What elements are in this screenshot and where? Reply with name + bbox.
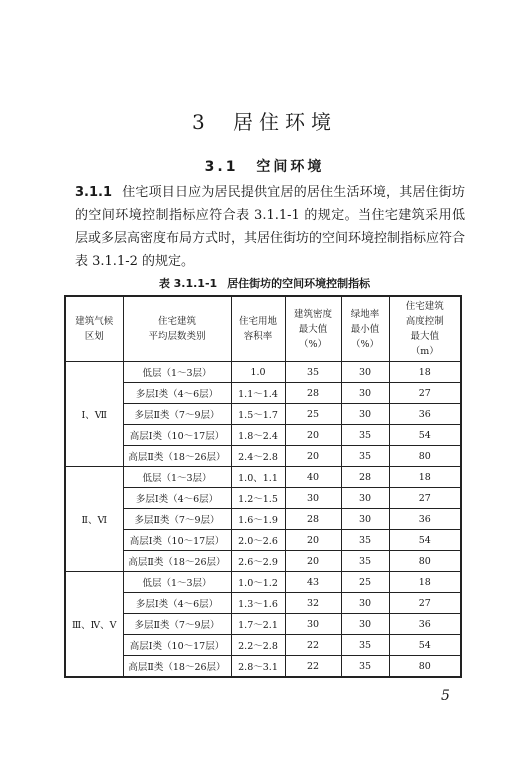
density-cell: 30 bbox=[285, 488, 341, 509]
floor-category-cell: 高层Ⅱ类（18～26层） bbox=[123, 446, 231, 467]
table-row bbox=[65, 635, 461, 656]
plot-ratio-cell: 2.6～2.9 bbox=[231, 551, 285, 572]
table-row bbox=[65, 530, 461, 551]
floor-category-cell: 高层Ⅱ类（18～26层） bbox=[123, 656, 231, 678]
table-row bbox=[65, 593, 461, 614]
green-ratio-cell: 35 bbox=[341, 530, 389, 551]
section-title bbox=[0, 156, 529, 176]
density-cell: 32 bbox=[285, 593, 341, 614]
table-row bbox=[65, 404, 461, 425]
plot-ratio-cell: 2.8～3.1 bbox=[231, 656, 285, 678]
height-cell: 80 bbox=[389, 551, 461, 572]
green-ratio-cell: 30 bbox=[341, 593, 389, 614]
green-ratio-cell: 35 bbox=[341, 656, 389, 678]
plot-ratio-cell: 1.1～1.4 bbox=[231, 383, 285, 404]
page-number: 5 bbox=[441, 688, 450, 704]
floor-category-cell: 高层Ⅰ类（10～17层） bbox=[123, 530, 231, 551]
clause-number: 3.1.1 bbox=[75, 185, 113, 200]
density-cell: 20 bbox=[285, 446, 341, 467]
floor-category-cell: 多层Ⅰ类（4～6层） bbox=[123, 488, 231, 509]
density-cell: 20 bbox=[285, 425, 341, 446]
plot-ratio-cell: 1.5～1.7 bbox=[231, 404, 285, 425]
plot-ratio-cell: 1.2～1.5 bbox=[231, 488, 285, 509]
height-cell: 27 bbox=[389, 383, 461, 404]
green-ratio-cell: 28 bbox=[341, 467, 389, 488]
climate-zone-cell: Ⅰ、Ⅶ bbox=[65, 362, 123, 467]
header-height-limit: 住宅建筑 高度控制 最大值 （m） bbox=[389, 296, 461, 362]
green-ratio-cell: 35 bbox=[341, 551, 389, 572]
density-cell: 20 bbox=[285, 551, 341, 572]
table-title: 居住街坊的空间环境控制指标 bbox=[227, 277, 371, 290]
climate-zone-cell: Ⅲ、Ⅳ、Ⅴ bbox=[65, 572, 123, 678]
clause-paragraph bbox=[75, 181, 465, 273]
chapter-name: 居住环境 bbox=[233, 110, 338, 134]
floor-category-cell: 低层（1～3层） bbox=[123, 572, 231, 593]
chapter-title bbox=[0, 106, 529, 135]
height-cell: 18 bbox=[389, 572, 461, 593]
chapter-number: 3 bbox=[191, 110, 211, 134]
density-cell: 43 bbox=[285, 572, 341, 593]
plot-ratio-cell: 1.7～2.1 bbox=[231, 614, 285, 635]
floor-category-cell: 多层Ⅱ类（7～9层） bbox=[123, 509, 231, 530]
floor-category-cell: 低层（1～3层） bbox=[123, 467, 231, 488]
plot-ratio-cell: 2.0～2.6 bbox=[231, 530, 285, 551]
density-cell: 22 bbox=[285, 635, 341, 656]
table-row bbox=[65, 551, 461, 572]
table-row bbox=[65, 446, 461, 467]
height-cell: 36 bbox=[389, 614, 461, 635]
density-cell: 35 bbox=[285, 362, 341, 383]
header-building-density: 建筑密度 最大值 （%） bbox=[285, 296, 341, 362]
green-ratio-cell: 30 bbox=[341, 362, 389, 383]
density-cell: 22 bbox=[285, 656, 341, 678]
green-ratio-cell: 35 bbox=[341, 446, 389, 467]
green-ratio-cell: 35 bbox=[341, 635, 389, 656]
header-plot-ratio: 住宅用地 容积率 bbox=[231, 296, 285, 362]
height-cell: 80 bbox=[389, 446, 461, 467]
section-number: 3.1 bbox=[204, 159, 239, 175]
floor-category-cell: 低层（1～3层） bbox=[123, 362, 231, 383]
height-cell: 54 bbox=[389, 425, 461, 446]
header-green-ratio: 绿地率 最小值 （%） bbox=[341, 296, 389, 362]
density-cell: 40 bbox=[285, 467, 341, 488]
green-ratio-cell: 30 bbox=[341, 614, 389, 635]
table-row bbox=[65, 572, 461, 593]
table-row bbox=[65, 383, 461, 404]
height-cell: 36 bbox=[389, 404, 461, 425]
density-cell: 28 bbox=[285, 509, 341, 530]
plot-ratio-cell: 1.3～1.6 bbox=[231, 593, 285, 614]
height-cell: 27 bbox=[389, 593, 461, 614]
green-ratio-cell: 30 bbox=[341, 404, 389, 425]
height-cell: 36 bbox=[389, 509, 461, 530]
height-cell: 27 bbox=[389, 488, 461, 509]
header-climate-zone: 建筑气候 区划 bbox=[65, 296, 123, 362]
floor-category-cell: 高层Ⅰ类（10～17层） bbox=[123, 635, 231, 656]
plot-ratio-cell: 1.0 bbox=[231, 362, 285, 383]
floor-category-cell: 多层Ⅱ类（7～9层） bbox=[123, 404, 231, 425]
density-cell: 25 bbox=[285, 404, 341, 425]
floor-category-cell: 多层Ⅰ类（4～6层） bbox=[123, 383, 231, 404]
clause-text: 住宅项目日应为居民提供宜居的居住生活环境，其居住街坊的空间环境控制指标应符合表 3.1.1-1 的规定。当住宅建筑采用低层或多层高密度布局方式时，其居住街坊的空间环境控制指标应符合表 3.1.1-2 的规定。 bbox=[75, 185, 466, 269]
plot-ratio-cell: 1.8～2.4 bbox=[231, 425, 285, 446]
plot-ratio-cell: 2.2～2.8 bbox=[231, 635, 285, 656]
height-cell: 80 bbox=[389, 656, 461, 678]
table-row bbox=[65, 488, 461, 509]
table-number: 表 3.1.1-1 bbox=[158, 277, 218, 290]
floor-category-cell: 高层Ⅱ类（18～26层） bbox=[123, 551, 231, 572]
plot-ratio-cell: 2.4～2.8 bbox=[231, 446, 285, 467]
environment-control-table bbox=[64, 295, 462, 678]
floor-category-cell: 高层Ⅰ类（10～17层） bbox=[123, 425, 231, 446]
height-cell: 54 bbox=[389, 635, 461, 656]
table-row bbox=[65, 362, 461, 383]
height-cell: 18 bbox=[389, 362, 461, 383]
density-cell: 20 bbox=[285, 530, 341, 551]
floor-category-cell: 多层Ⅰ类（4～6层） bbox=[123, 593, 231, 614]
green-ratio-cell: 35 bbox=[341, 425, 389, 446]
height-cell: 18 bbox=[389, 467, 461, 488]
table-header-row bbox=[65, 296, 461, 362]
header-floor-category: 住宅建筑 平均层数类别 bbox=[123, 296, 231, 362]
plot-ratio-cell: 1.0～1.2 bbox=[231, 572, 285, 593]
climate-zone-cell: Ⅱ、Ⅵ bbox=[65, 467, 123, 572]
green-ratio-cell: 30 bbox=[341, 383, 389, 404]
height-cell: 54 bbox=[389, 530, 461, 551]
table-caption bbox=[0, 275, 529, 291]
density-cell: 30 bbox=[285, 614, 341, 635]
green-ratio-cell: 25 bbox=[341, 572, 389, 593]
plot-ratio-cell: 1.6～1.9 bbox=[231, 509, 285, 530]
density-cell: 28 bbox=[285, 383, 341, 404]
table-row bbox=[65, 509, 461, 530]
table-row bbox=[65, 614, 461, 635]
green-ratio-cell: 30 bbox=[341, 509, 389, 530]
floor-category-cell: 多层Ⅱ类（7～9层） bbox=[123, 614, 231, 635]
table-row bbox=[65, 467, 461, 488]
table-row bbox=[65, 425, 461, 446]
section-name: 空间环境 bbox=[256, 159, 325, 175]
green-ratio-cell: 30 bbox=[341, 488, 389, 509]
table-row bbox=[65, 656, 461, 678]
plot-ratio-cell: 1.0、1.1 bbox=[231, 467, 285, 488]
